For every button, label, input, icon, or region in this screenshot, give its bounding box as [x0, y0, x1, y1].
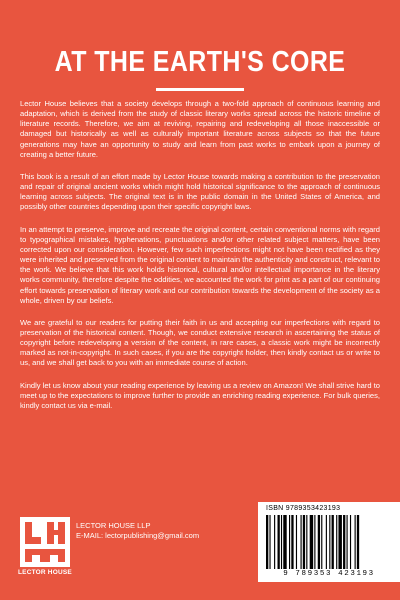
lector-house-logo-icon — [20, 517, 70, 567]
publisher-name: LECTOR HOUSE LLP — [76, 521, 151, 530]
blurb — [20, 99, 380, 423]
barcode-digits: 9 789353 423193 — [283, 570, 375, 578]
blurb-paragraph-1: Lector House believes that a society develops through a two-fold approach of continuous learning and adaptation, which is derived from the study of classic literary works spread across the historic timeline of literature records. Therefore, we aim at reviving, repairing and redeveloping all those inaccessible or damaged but historically as well as culturally important literature across subjects so that the future generations may have an opportunity to study and learn from past works to embark upon a journey of creating a better future. — [20, 99, 380, 159]
isbn-label: ISBN 9789353423193 — [266, 505, 341, 512]
publisher-info — [76, 521, 199, 540]
blurb-paragraph-5: Kindly let us know about your reading experience by leaving us a review on Amazon! We shall strive hard to meet up to the expectations to improve further to provide an enriching reading experience. For bulk queries, kindly contact us via e-mail. — [20, 380, 380, 410]
publisher-footer — [18, 505, 380, 587]
isbn-barcode-box — [258, 502, 400, 582]
publisher-email: E-MAIL: lectorpublishing@gmail.com — [76, 530, 200, 540]
logo-caption: LECTOR HOUSE — [18, 569, 72, 576]
blurb-paragraph-2: This book is a result of an effort made by Lector House towards making a contribution to the preservation and repair of original ancient works which might hold historical significance to the approach of continuous learning across subjects. The original text is in the public domain in the United States of America, and possibly other countries depending upon their specific copyright laws. — [20, 171, 380, 212]
blurb-paragraph-3: In an attempt to preserve, improve and recreate the original content, certain conventional norms with regard to typographical mistakes, hyphenations, punctuations and/or other related subject matters, have been corrected upon our consideration. However, few such imperfections might not have been rectified as they were inherited and preserved from the original content to maintain the authenticity and construct, relevant to the work. We believe that this work holds historical, cultural and/or intellectual importance in the literary works community, therefore despite the oddities, we accounted the work for print as a part of our continuing effort towards preservation of literary work and our contribution towards the development of the society as a whole, driven by our beliefs. — [20, 224, 380, 305]
book-title: AT THE EARTH'S CORE — [54, 46, 346, 78]
isbn-barcode-icon — [266, 515, 392, 569]
title-divider — [156, 88, 244, 91]
blurb-paragraph-4: We are grateful to our readers for putting their faith in us and accepting our imperfections with regard to preservation of the historical content. Though, we conduct extensive research in ascertaining the status of copyright before redeveloping a version of the content, in rare cases, a classic work might be incorrectly marked as not-in-copyright. In such cases, if you are the copyright holder, then kindly contact us or write to us, and we shall get back to you with an immediate course of action. — [20, 317, 380, 368]
